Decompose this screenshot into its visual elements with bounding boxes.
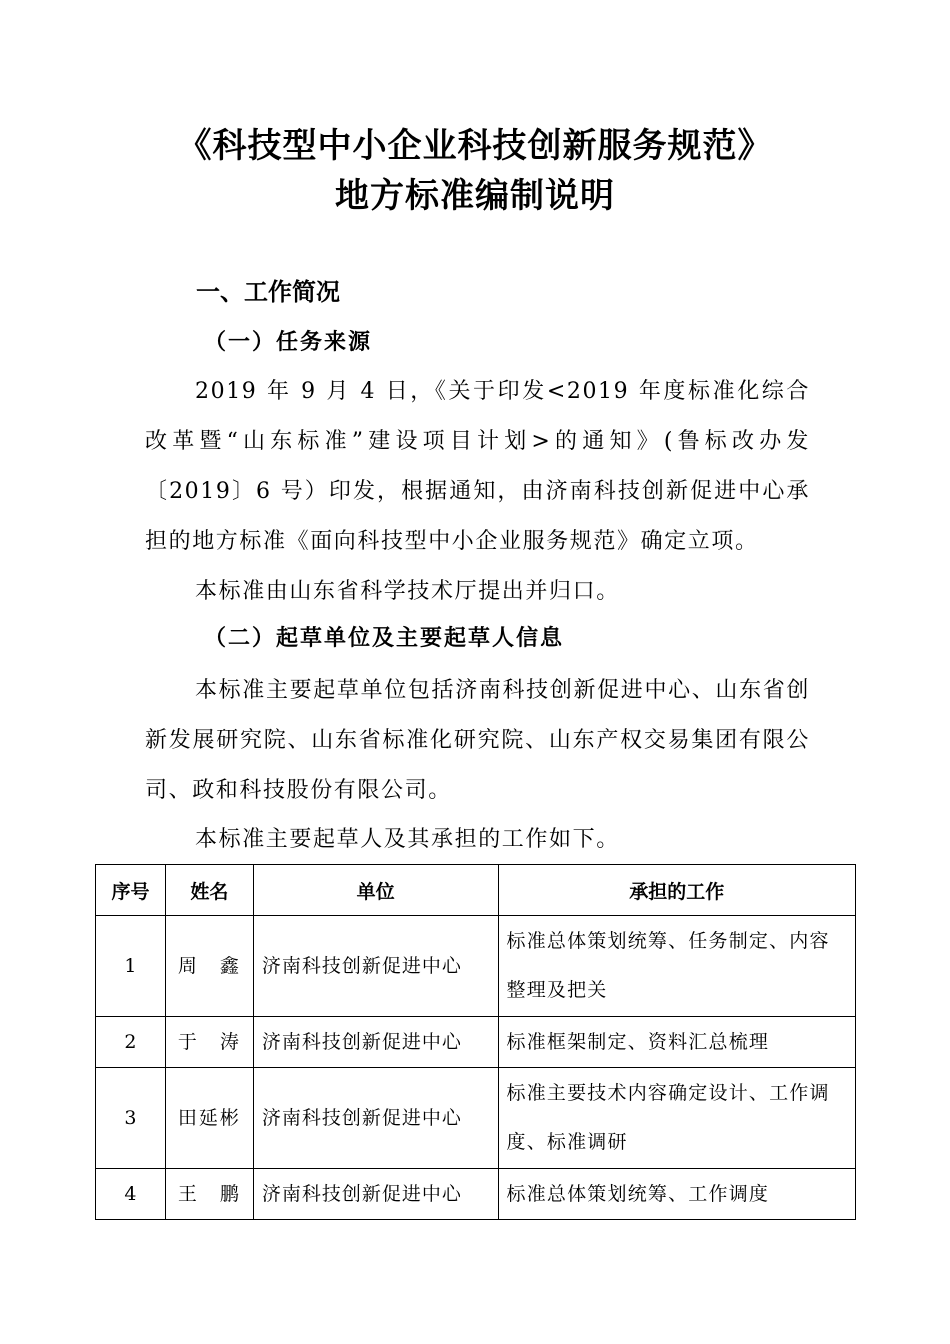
- cell-unit: 济南科技创新促进中心: [253, 1068, 498, 1169]
- cell-no: 3: [96, 1068, 166, 1169]
- cell-name: 周 鑫: [165, 916, 253, 1017]
- table-row: [96, 916, 856, 1017]
- table-header-row: [96, 865, 856, 916]
- paragraph-drafting-units: 本标准主要起草单位包括济南科技创新促进中心、山东省创新发展研究院、山东省标准化研究院、山东产权交易集团有限公司、政和科技股份有限公司。: [145, 678, 810, 803]
- cell-name: 田延彬: [165, 1068, 253, 1169]
- header-unit: 单位: [253, 865, 498, 916]
- cell-work: 标准主要技术内容确定设计、工作调度、标准调研: [498, 1068, 856, 1169]
- drafters-table: [95, 864, 856, 1220]
- cell-no: 1: [96, 916, 166, 1017]
- document-title-line2: 地方标准编制说明: [335, 176, 615, 216]
- paragraph-task-source: 2019 年 9 月 4 日，《关于印发<2019 年度标准化综合改革暨“山东标准”建设项目计划>的通知》(鲁标改办发〔2019〕6 号）印发，根据通知，由济南科技创新促进中心承担的地方标准《面向科技型中小企业服务规范》确定立项。: [145, 379, 810, 554]
- cell-unit: 济南科技创新促进中心: [253, 916, 498, 1017]
- cell-no: 2: [96, 1017, 166, 1068]
- header-no: 序号: [96, 865, 166, 916]
- cell-name: 王 鹏: [165, 1169, 253, 1220]
- cell-unit: 济南科技创新促进中心: [253, 1169, 498, 1220]
- paragraph-proposer: 本标准由山东省科学技术厅提出并归口。: [195, 579, 620, 604]
- table-row: [96, 1068, 856, 1169]
- cell-unit: 济南科技创新促进中心: [253, 1017, 498, 1068]
- table-row: [96, 1169, 856, 1220]
- subsection-heading-task-source: （一）任务来源: [204, 329, 373, 355]
- cell-name: 于 涛: [165, 1017, 253, 1068]
- header-work: 承担的工作: [498, 865, 856, 916]
- header-name: 姓名: [165, 865, 253, 916]
- paragraph-drafters-intro: 本标准主要起草人及其承担的工作如下。: [195, 827, 620, 852]
- subsection-heading-drafters: （二）起草单位及主要起草人信息: [204, 625, 565, 651]
- cell-work: 标准总体策划统筹、工作调度: [498, 1169, 856, 1220]
- section-heading-work-overview: 一、工作简况: [196, 278, 340, 306]
- cell-work: 标准总体策划统筹、任务制定、内容整理及把关: [498, 916, 856, 1017]
- document-title-line1: 《科技型中小企业科技创新服务规范》: [177, 126, 773, 166]
- cell-no: 4: [96, 1169, 166, 1220]
- table-row: [96, 1017, 856, 1068]
- cell-work: 标准框架制定、资料汇总梳理: [498, 1017, 856, 1068]
